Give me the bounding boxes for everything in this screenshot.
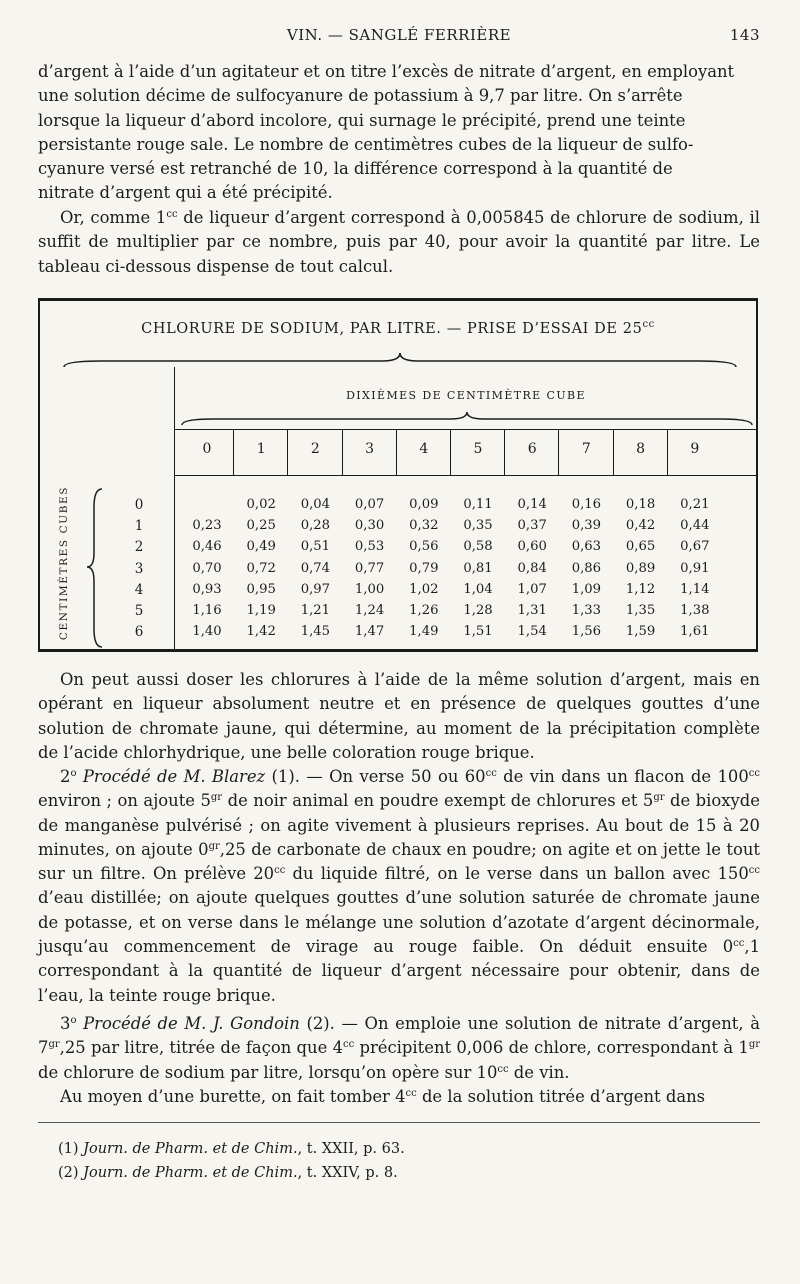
- table-cell: 1,45: [300, 624, 331, 640]
- table-cell: 0,37: [517, 518, 547, 534]
- row-divider: [174, 367, 175, 651]
- table-cell: 1,09: [571, 581, 602, 597]
- table-cell: 0,89: [625, 560, 656, 576]
- table-cell: 0,91: [680, 560, 710, 576]
- table-cell: 0,09: [409, 497, 439, 512]
- row-label: 1: [134, 518, 144, 535]
- table-cell: 0,23: [192, 518, 222, 534]
- paragraph-4: 2$^o$ Procédé de M. Blarez (1). — On verse 50 ou $60^{cc}$ de vin dans un flacon de $100^{cc}$ environ ; on ajoute $5^{gr}$ de noir animal en poudre exempt de chlorures et $5^{gr}$ de bioxyde de manganèse pulvérisé ; on agite vivement à plusieurs reprises. Au bout de 15 à 20 minutes, on ajoute $0^{gr},25$ de carbonate de chaux en poudre; on agite et on jette le tout sur un filtre. On prélève $20^{cc}$ du liquide filtré, on le verse dans un ballon avec $150^{cc}$ d’eau distillée; on ajoute quelques gouttes d’une solution saturée de chromate jaune de potasse, et on verse dans le mélange une solution d’azotate d’argent décinormale, jusqu’au commencement de virage au rouge faible. On déduit ensuite $0^{cc},1$ correspondant à la quantité de liqueur d’argent nécessaire pour obtenir, dans de l’eau, la teinte rouge brique.: [38, 767, 760, 1005]
- text: On peut aussi doser les chlorures à l’aide de la même solution d’argent, mais en opérant en liqueur absolument neutre et en présence de quelques gouttes d’une solution de chromate jaune, qui détermine, au moment de la précipitation complète de l’acide chlorhydrique, une belle coloration rouge brique.: [38, 670, 760, 762]
- table-cell: 1,33: [571, 603, 602, 618]
- column-brace: [180, 409, 754, 429]
- column-header: 2: [310, 441, 320, 457]
- footnote-2: (2) Journ. de Pharm. et de Chim., t. XXIV, p. 8.: [58, 1165, 398, 1181]
- row-group-title: CENTIMÈTRES CUBES: [58, 485, 70, 641]
- table-cell: 1,38: [680, 603, 710, 618]
- table-cell: 0,44: [680, 518, 710, 534]
- column-header: 4: [419, 441, 429, 457]
- column-header: 1: [256, 441, 266, 457]
- table-cell: 0,72: [246, 560, 276, 576]
- table-cell: 0,49: [246, 539, 276, 555]
- text-line: d’argent à l’aide d’un agitateur et on titre l’excès de nitrate d’argent, en employant: [38, 62, 735, 81]
- table-cell: 1,40: [192, 624, 222, 640]
- table-cell: 0,42: [625, 518, 656, 534]
- column-divider: [613, 429, 614, 475]
- table-cell: 0,79: [409, 560, 439, 576]
- table-cell: 0,46: [192, 539, 222, 555]
- table-title: CHLORURE DE SODIUM, PAR LITRE. — PRISE D’ESSAI DE $25^{cc}$: [141, 319, 655, 337]
- table-cell: 0,56: [409, 539, 439, 555]
- table-cell: 1,00: [354, 581, 385, 597]
- sodium-chloride-table: [38, 298, 758, 652]
- column-divider: [667, 429, 668, 475]
- table-cell: 0,65: [625, 539, 656, 555]
- table-cell: 1,07: [517, 581, 547, 597]
- table-cell: 0,25: [246, 518, 276, 534]
- table-cell: 1,24: [354, 603, 385, 618]
- column-header: 3: [365, 441, 375, 457]
- table-cell: 0,58: [463, 539, 493, 555]
- table-cell: 1,12: [625, 581, 656, 597]
- table-cell: 0,95: [246, 581, 276, 597]
- row-label: 2: [134, 539, 144, 556]
- table-cell: 0,21: [680, 497, 710, 512]
- table-cell: 0,93: [192, 581, 222, 597]
- column-header: 7: [581, 441, 591, 457]
- method-title: Procédé de M. J. Gondoin: [83, 1014, 300, 1033]
- running-title: VIN. — SANGLÉ FERRIÈRE: [286, 26, 512, 44]
- text-line: cyanure versé est retranché de 10, la différence correspond à la quantité de: [38, 159, 673, 179]
- method-title: Procédé de M. Blarez: [82, 767, 266, 786]
- table-cell: 0,16: [571, 497, 602, 512]
- table-cell: 0,77: [354, 560, 385, 576]
- table-cell: 0,18: [625, 497, 656, 512]
- table-cell: 1,49: [409, 624, 439, 640]
- table-cell: 1,59: [625, 624, 656, 640]
- column-divider: [287, 429, 288, 475]
- table-cell: 1,28: [463, 603, 493, 618]
- table-cell: 0,35: [463, 518, 493, 534]
- table-cell: 0,67: [680, 539, 710, 555]
- text: de liqueur d’argent correspond à 0,005845 de chlorure de sodium, il suffit de multiplier par ce nombre, puis par 40, pour avoir la quantité par litre. Le tableau ci-dessous dispense de tout calcul.: [38, 208, 760, 276]
- footnotes: [58, 1137, 405, 1185]
- table-cell: 0,02: [246, 497, 276, 512]
- table-cell: 0,84: [517, 560, 547, 576]
- column-header: 6: [527, 441, 537, 457]
- column-group-title: DIXIÈMES DE CENTIMÈTRE CUBE: [346, 389, 586, 402]
- row-brace: [84, 487, 106, 649]
- column-divider: [558, 429, 559, 475]
- row-label: 4: [134, 581, 144, 598]
- table-cell: 0,70: [192, 560, 222, 576]
- header-rule: [174, 429, 756, 430]
- table-cell: 1,31: [517, 603, 547, 618]
- column-divider: [342, 429, 343, 475]
- row-label: 3: [134, 560, 144, 577]
- row-label: 6: [134, 624, 144, 641]
- table-cell: 1,14: [680, 581, 710, 597]
- table-cell: 1,19: [246, 603, 276, 618]
- table-cell: 1,21: [300, 603, 331, 618]
- column-header: 8: [636, 441, 646, 457]
- paragraph-5: 3$^o$ Procédé de M. J. Gondoin (2). — On emploie une solution de nitrate d’argent, à $7^{gr},25$ par litre, titrée de façon que $4^{cc}$ précipitent 0,006 de chlore, correspondant à $1^{gr}$ de chlorure de sodium par litre, lorsqu’on opère sur $10^{cc}$ de vin.: [38, 1014, 760, 1082]
- table-cell: 1,56: [571, 624, 602, 640]
- table-cell: 0,32: [409, 518, 439, 534]
- paragraph-2: [38, 206, 760, 279]
- table-cell: 0,14: [517, 497, 547, 512]
- table-cell: 1,02: [409, 581, 439, 597]
- column-header: 9: [690, 441, 700, 457]
- unit-sup: cc: [166, 209, 178, 220]
- column-header: 0: [202, 441, 212, 457]
- column-divider: [233, 429, 234, 475]
- table-cell: 0,81: [463, 560, 493, 576]
- table-cell: 0,60: [517, 539, 547, 555]
- table-cell: 0,51: [300, 539, 331, 555]
- text-line: une solution décime de sulfocyanure de potassium à 9,7 par litre. On s’arrête: [38, 86, 683, 106]
- table-cell: 1,42: [246, 624, 276, 640]
- table-cell: 1,51: [463, 624, 493, 640]
- text-line: nitrate d’argent qui a été précipité.: [38, 183, 333, 203]
- table-cell: 0,07: [354, 497, 385, 512]
- table-cell: 0,11: [463, 497, 493, 512]
- table-cell: 0,53: [354, 539, 385, 555]
- table-cell: 0,28: [300, 518, 331, 534]
- table-cell: 0,04: [300, 497, 331, 512]
- table-cell: 0,39: [571, 518, 602, 534]
- table-cell: 1,54: [517, 624, 547, 640]
- page-number: 143: [729, 26, 760, 44]
- text-line: lorsque la liqueur d’abord incolore, qui surnage le précipité, prend une teinte: [38, 110, 686, 130]
- running-header: [38, 26, 760, 50]
- table-cell: 1,16: [192, 603, 222, 618]
- table-cell: 0,74: [300, 560, 331, 576]
- text-line: persistante rouge sale. Le nombre de centimètres cubes de la liqueur de sulfo-: [38, 134, 694, 154]
- wide-brace: [62, 349, 738, 371]
- row-label: 0: [134, 497, 144, 513]
- table-cell: 0,30: [354, 518, 385, 534]
- table-cell: 0,86: [571, 560, 602, 576]
- table-cell: 1,47: [354, 624, 385, 640]
- footnote-rule: [38, 1122, 760, 1123]
- table-cell: 1,04: [463, 581, 493, 597]
- footnote-1: (1) Journ. de Pharm. et de Chim., t. XXII, p. 63.: [58, 1141, 405, 1157]
- table-cell: 1,61: [680, 624, 710, 640]
- table-cell: 0,63: [571, 539, 602, 555]
- column-divider: [396, 429, 397, 475]
- paragraph-6: Au moyen d’une burette, on fait tomber $4^{cc}$ de la solution titrée d’argent dans: [60, 1087, 706, 1106]
- table-cell: 1,26: [409, 603, 439, 618]
- header-rule: [174, 475, 756, 476]
- paragraph-1: [38, 60, 760, 206]
- table-cell: 0,97: [300, 581, 331, 597]
- table-cell: 1,35: [625, 603, 656, 618]
- text: Or, comme 1: [60, 208, 167, 227]
- row-label: 5: [134, 603, 144, 619]
- column-divider: [450, 429, 451, 475]
- column-divider: [504, 429, 505, 475]
- column-header: 5: [473, 441, 483, 457]
- paragraph-3: [38, 668, 760, 765]
